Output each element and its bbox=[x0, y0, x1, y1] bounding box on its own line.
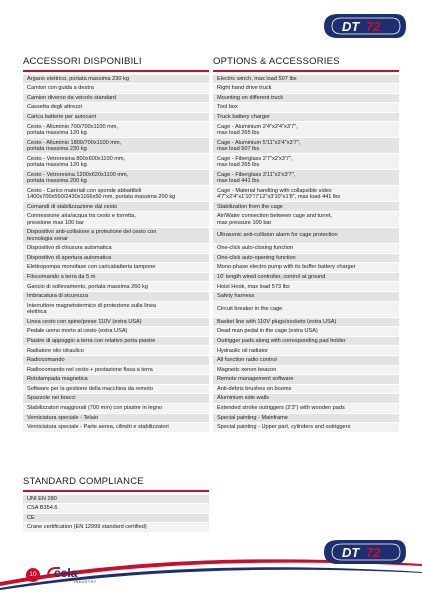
accessory-item: Gancio di sollevamento, portata massima 260 kg bbox=[23, 282, 209, 292]
accessory-item: Dispositivo anti-collisione a protezione del cesto con tecnologia sonar bbox=[23, 228, 209, 244]
option-item: Cage - Fiberglass 2'7"x2'x3'7", max load 265 lbs bbox=[213, 154, 399, 170]
option-item: Tool box bbox=[213, 103, 399, 113]
accessories-column bbox=[23, 56, 209, 433]
option-item: Aluminium side walls bbox=[213, 394, 399, 404]
option-item: Stabilization from the cage bbox=[213, 202, 399, 212]
accessories-list bbox=[23, 75, 209, 433]
dt72-footer-logo bbox=[322, 536, 408, 568]
option-item: Cage - Aluminium 5'11"x2'4"x3'7", max load 507 lbs bbox=[213, 138, 399, 154]
accessory-item: Cesto - Carico materiali con sponde abbattibili 1400x700x550/2430x1166x50 mm, portata massima 200 kg bbox=[23, 186, 209, 202]
accessory-item: Dispositivo di apertura automatica bbox=[23, 254, 209, 264]
brand-name: cela bbox=[54, 566, 78, 580]
option-item: Special painting - Upper part, cylinders and outriggers bbox=[213, 423, 399, 433]
option-item: Remote management software bbox=[213, 375, 399, 385]
option-item: 16' length wired controller, control at ground bbox=[213, 273, 399, 283]
option-item: Air/Water connection between cage and turret, max pressure 100 bar bbox=[213, 212, 399, 228]
accessory-item: Radiocomando bbox=[23, 356, 209, 366]
option-item: Ultrasonic anti-collision alarm for cage protection bbox=[213, 228, 399, 244]
accessory-item: Cesto - Vetroresina 1200x620x1100 mm, portata massima 200 kg bbox=[23, 170, 209, 186]
page-header bbox=[0, 0, 422, 56]
option-item: Mono-phase electro pump with its buffer battery charger bbox=[213, 263, 399, 273]
option-item: Mounting on different truck bbox=[213, 94, 399, 104]
option-item: One-click auto-opening function bbox=[213, 254, 399, 264]
cela-brand-logo bbox=[44, 562, 114, 586]
option-item: Truck battery charger bbox=[213, 113, 399, 123]
option-item: Cage - Material handling with collapsible sides 4'7"x2'4"x1'10"/7'12"x3'10"x1'8", max load 441 lbs bbox=[213, 186, 399, 202]
accessory-item: Verniciatura speciale - Parte aerea, cilindri e stabilizzatori bbox=[23, 423, 209, 433]
accessories-title: ACCESSORI DISPONIBILI bbox=[23, 56, 142, 67]
option-item: Electric winch, max load 507 lbs bbox=[213, 75, 399, 85]
option-item: Circuit breaker in the cage bbox=[213, 302, 399, 318]
accessories-title-rule bbox=[23, 70, 209, 72]
standard-title: STANDARD COMPLIANCE bbox=[23, 476, 144, 487]
brand-tagline: INDUSTRY bbox=[74, 580, 97, 584]
accessory-item: Argano elettrico, portata massima 230 kg bbox=[23, 75, 209, 85]
option-item: Dead man pedal in the cage (extra USA) bbox=[213, 327, 399, 337]
accessory-item: Stabilizzatori maggiorati (700 mm) con piastre in legno bbox=[23, 404, 209, 414]
accessory-item: Connessione aria/acqua tra cesto e torretta, pressione max 100 bar bbox=[23, 212, 209, 228]
standard-item: CE bbox=[23, 514, 209, 524]
logo-dt-text: DT bbox=[342, 19, 360, 34]
option-item: Hoist Hook, max load 573 lbs bbox=[213, 282, 399, 292]
standard-item: UNI EN 280 bbox=[23, 495, 209, 505]
option-item: Anti-debris brushes on booms bbox=[213, 385, 399, 395]
option-item: Outrigger pads along with corresponding pad holder bbox=[213, 337, 399, 347]
footer-logo-dt-text: DT bbox=[342, 545, 360, 560]
option-item: Safety harness bbox=[213, 292, 399, 302]
accessory-item: Comandi di stabilizzazione dal cesto bbox=[23, 202, 209, 212]
logo-number-text: 72 bbox=[366, 19, 381, 34]
page-number: 10 bbox=[26, 568, 40, 582]
accessory-item: Rotolampada magnetica bbox=[23, 375, 209, 385]
option-item: Hydraulic oil radiator bbox=[213, 346, 399, 356]
options-list bbox=[213, 75, 399, 433]
accessory-item: Linea cesto con spine/prese 110V (extra USA) bbox=[23, 318, 209, 328]
accessory-item: Pedale uomo morto al cesto (extra USA) bbox=[23, 327, 209, 337]
accessory-item: Interruttore magnetotermico di protezione sulla linea elettrica bbox=[23, 302, 209, 318]
accessory-item: Spazzole nei bracci bbox=[23, 394, 209, 404]
accessory-item: Cesto - Alluminio 700/700x1100 mm, portata massima 120 kg bbox=[23, 122, 209, 138]
accessory-item: Camion diverso da veicolo standard bbox=[23, 94, 209, 104]
option-item: Right hand drive truck bbox=[213, 84, 399, 94]
options-column bbox=[213, 56, 399, 433]
option-item: Extended stroke outriggers (2'3") with wooden pads bbox=[213, 404, 399, 414]
accessory-item: Dispositivo di chiusura automatica bbox=[23, 244, 209, 254]
accessory-item: Carica batterie per autocarri bbox=[23, 113, 209, 123]
accessory-item: Cassetta degli attrezzi bbox=[23, 103, 209, 113]
accessory-item: Cesto - Vetroresina 800x600x1100 mm, portata massima 120 kg bbox=[23, 154, 209, 170]
option-item: Cage - Fiberglass 3'11"x2'x3'7", max load 441 lbs bbox=[213, 170, 399, 186]
accessory-item: Imbracatura di sicurezza bbox=[23, 292, 209, 302]
footer-logo-number-text: 72 bbox=[366, 545, 381, 560]
option-item: One-click auto-closing function bbox=[213, 244, 399, 254]
options-title: OPTIONS & ACCESSORIES bbox=[213, 56, 340, 67]
accessory-item: Radiocomando nel cesto + postazione fissa a terra bbox=[23, 366, 209, 376]
option-item: Cage - Aluminium 2'4"x2'4"x3'7", max load 265 lbs bbox=[213, 122, 399, 138]
accessory-item: Camion con guida a destra bbox=[23, 84, 209, 94]
accessory-item: Piastre di appoggio a terra con relativo porta piastre bbox=[23, 337, 209, 347]
accessory-item: Software per la gestione della macchina da remoto bbox=[23, 385, 209, 395]
standard-item: CSA B354.6 bbox=[23, 504, 209, 514]
options-title-rule bbox=[213, 70, 399, 72]
option-item: Basket line with 110V plugs/sockets (extra USA) bbox=[213, 318, 399, 328]
option-item: All function radio control bbox=[213, 356, 399, 366]
standard-item: Crane certification (EN 12999 standard certified) bbox=[23, 523, 209, 533]
accessory-item: Elettropompa monofase con caricabatteria tampone bbox=[23, 263, 209, 273]
accessory-item: Filocomando a terra da 5 m bbox=[23, 273, 209, 283]
dt72-logo bbox=[322, 10, 408, 42]
option-item: Special painting - Mainframe bbox=[213, 414, 399, 424]
accessory-item: Radiatore olio idraulico bbox=[23, 346, 209, 356]
accessory-item: Verniciatura speciale - Telaio bbox=[23, 414, 209, 424]
standard-title-rule bbox=[23, 490, 209, 492]
accessory-item: Cesto - Alluminio 1800/700x1100 mm, portata massima 230 kg bbox=[23, 138, 209, 154]
option-item: Magnetic xenon beacon bbox=[213, 366, 399, 376]
